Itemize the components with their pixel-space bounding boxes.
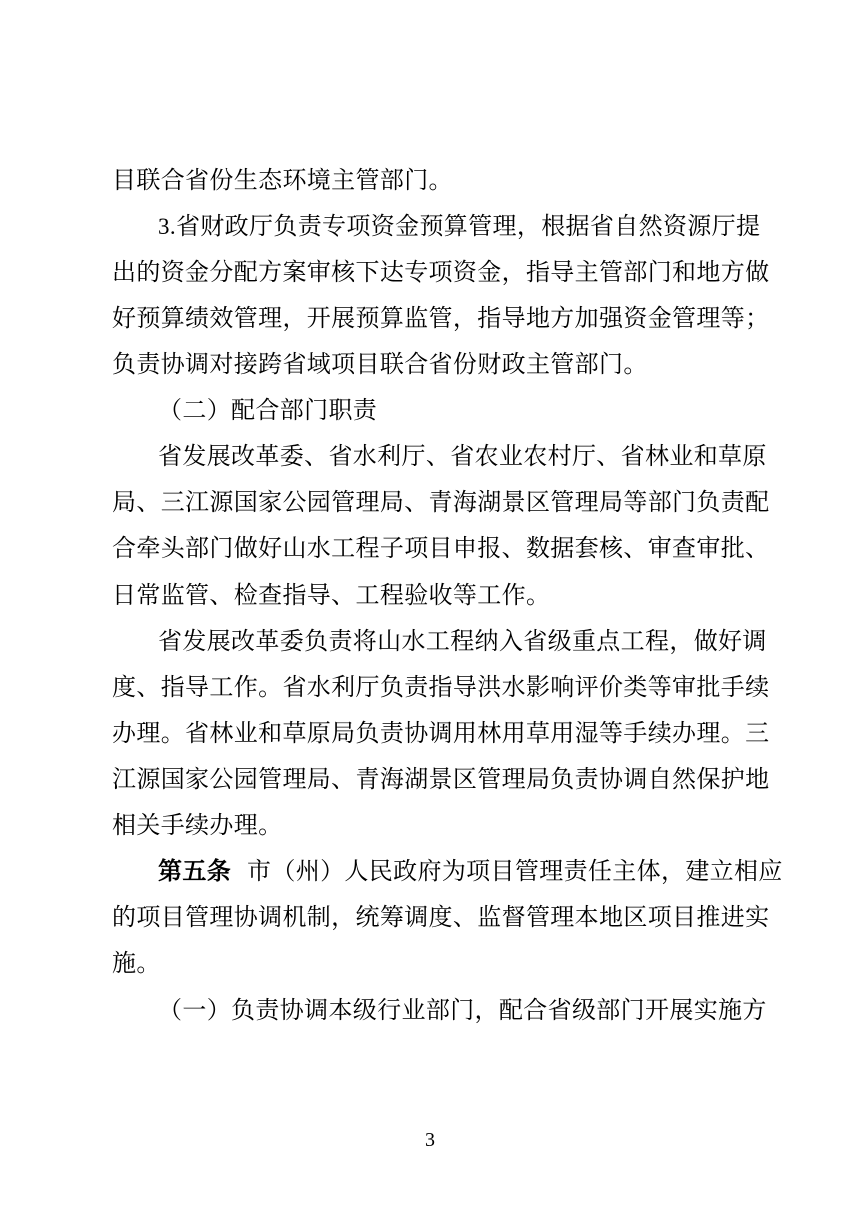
text-line: 日常监管、检查指导、工程验收等工作。 <box>112 581 551 609</box>
item-text: 省财政厅负责专项资金预算管理，根据省自然资源厅提 <box>175 212 761 240</box>
article-title: 第五条 <box>158 857 232 885</box>
text-line: 目联合省份生态环境主管部门。 <box>112 166 453 194</box>
text-line: 相关手续办理。 <box>112 811 283 839</box>
section-heading: （二）配合部门职责 <box>158 396 378 424</box>
text-line: （一）负责协调本级行业部门，配合省级部门开展实施方 <box>158 996 767 1024</box>
text-line: 办理。省林业和草原局负责协调用林用草用湿等手续办理。三 <box>112 719 770 747</box>
text-line: 负责协调对接跨省域项目联合省份财政主管部门。 <box>112 350 648 378</box>
text-line: 出的资金分配方案审核下达专项资金，指导主管部门和地方做 <box>112 258 770 286</box>
text-line: 好预算绩效管理，开展预算监管，指导地方加强资金管理等； <box>112 304 770 332</box>
item-number: 3. <box>158 214 176 239</box>
text-line: 江源国家公园管理局、青海湖景区管理局负责协调自然保护地 <box>112 765 770 793</box>
text-line: 的项目管理协调机制，统筹调度、监督管理本地区项目推进实 <box>112 903 770 931</box>
text-line: 省发展改革委、省水利厅、省农业农村厅、省林业和草原 <box>158 442 767 470</box>
text-line: 省发展改革委负责将山水工程纳入省级重点工程，做好调 <box>158 627 767 655</box>
text-line <box>158 206 760 246</box>
article-text: 市（州）人民政府为项目管理责任主体，建立相应 <box>231 857 783 885</box>
text-line: 施。 <box>112 949 161 977</box>
text-line: 度、指导工作。省水利厅负责指导洪水影响评价类等审批手续 <box>112 673 770 701</box>
text-line: 合牵头部门做好山水工程子项目申报、数据套核、审查审批、 <box>112 534 770 562</box>
article-line <box>158 851 783 891</box>
page-number: 3 <box>425 1129 435 1151</box>
text-line: 局、三江源国家公园管理局、青海湖景区管理局等部门负责配 <box>112 488 770 516</box>
